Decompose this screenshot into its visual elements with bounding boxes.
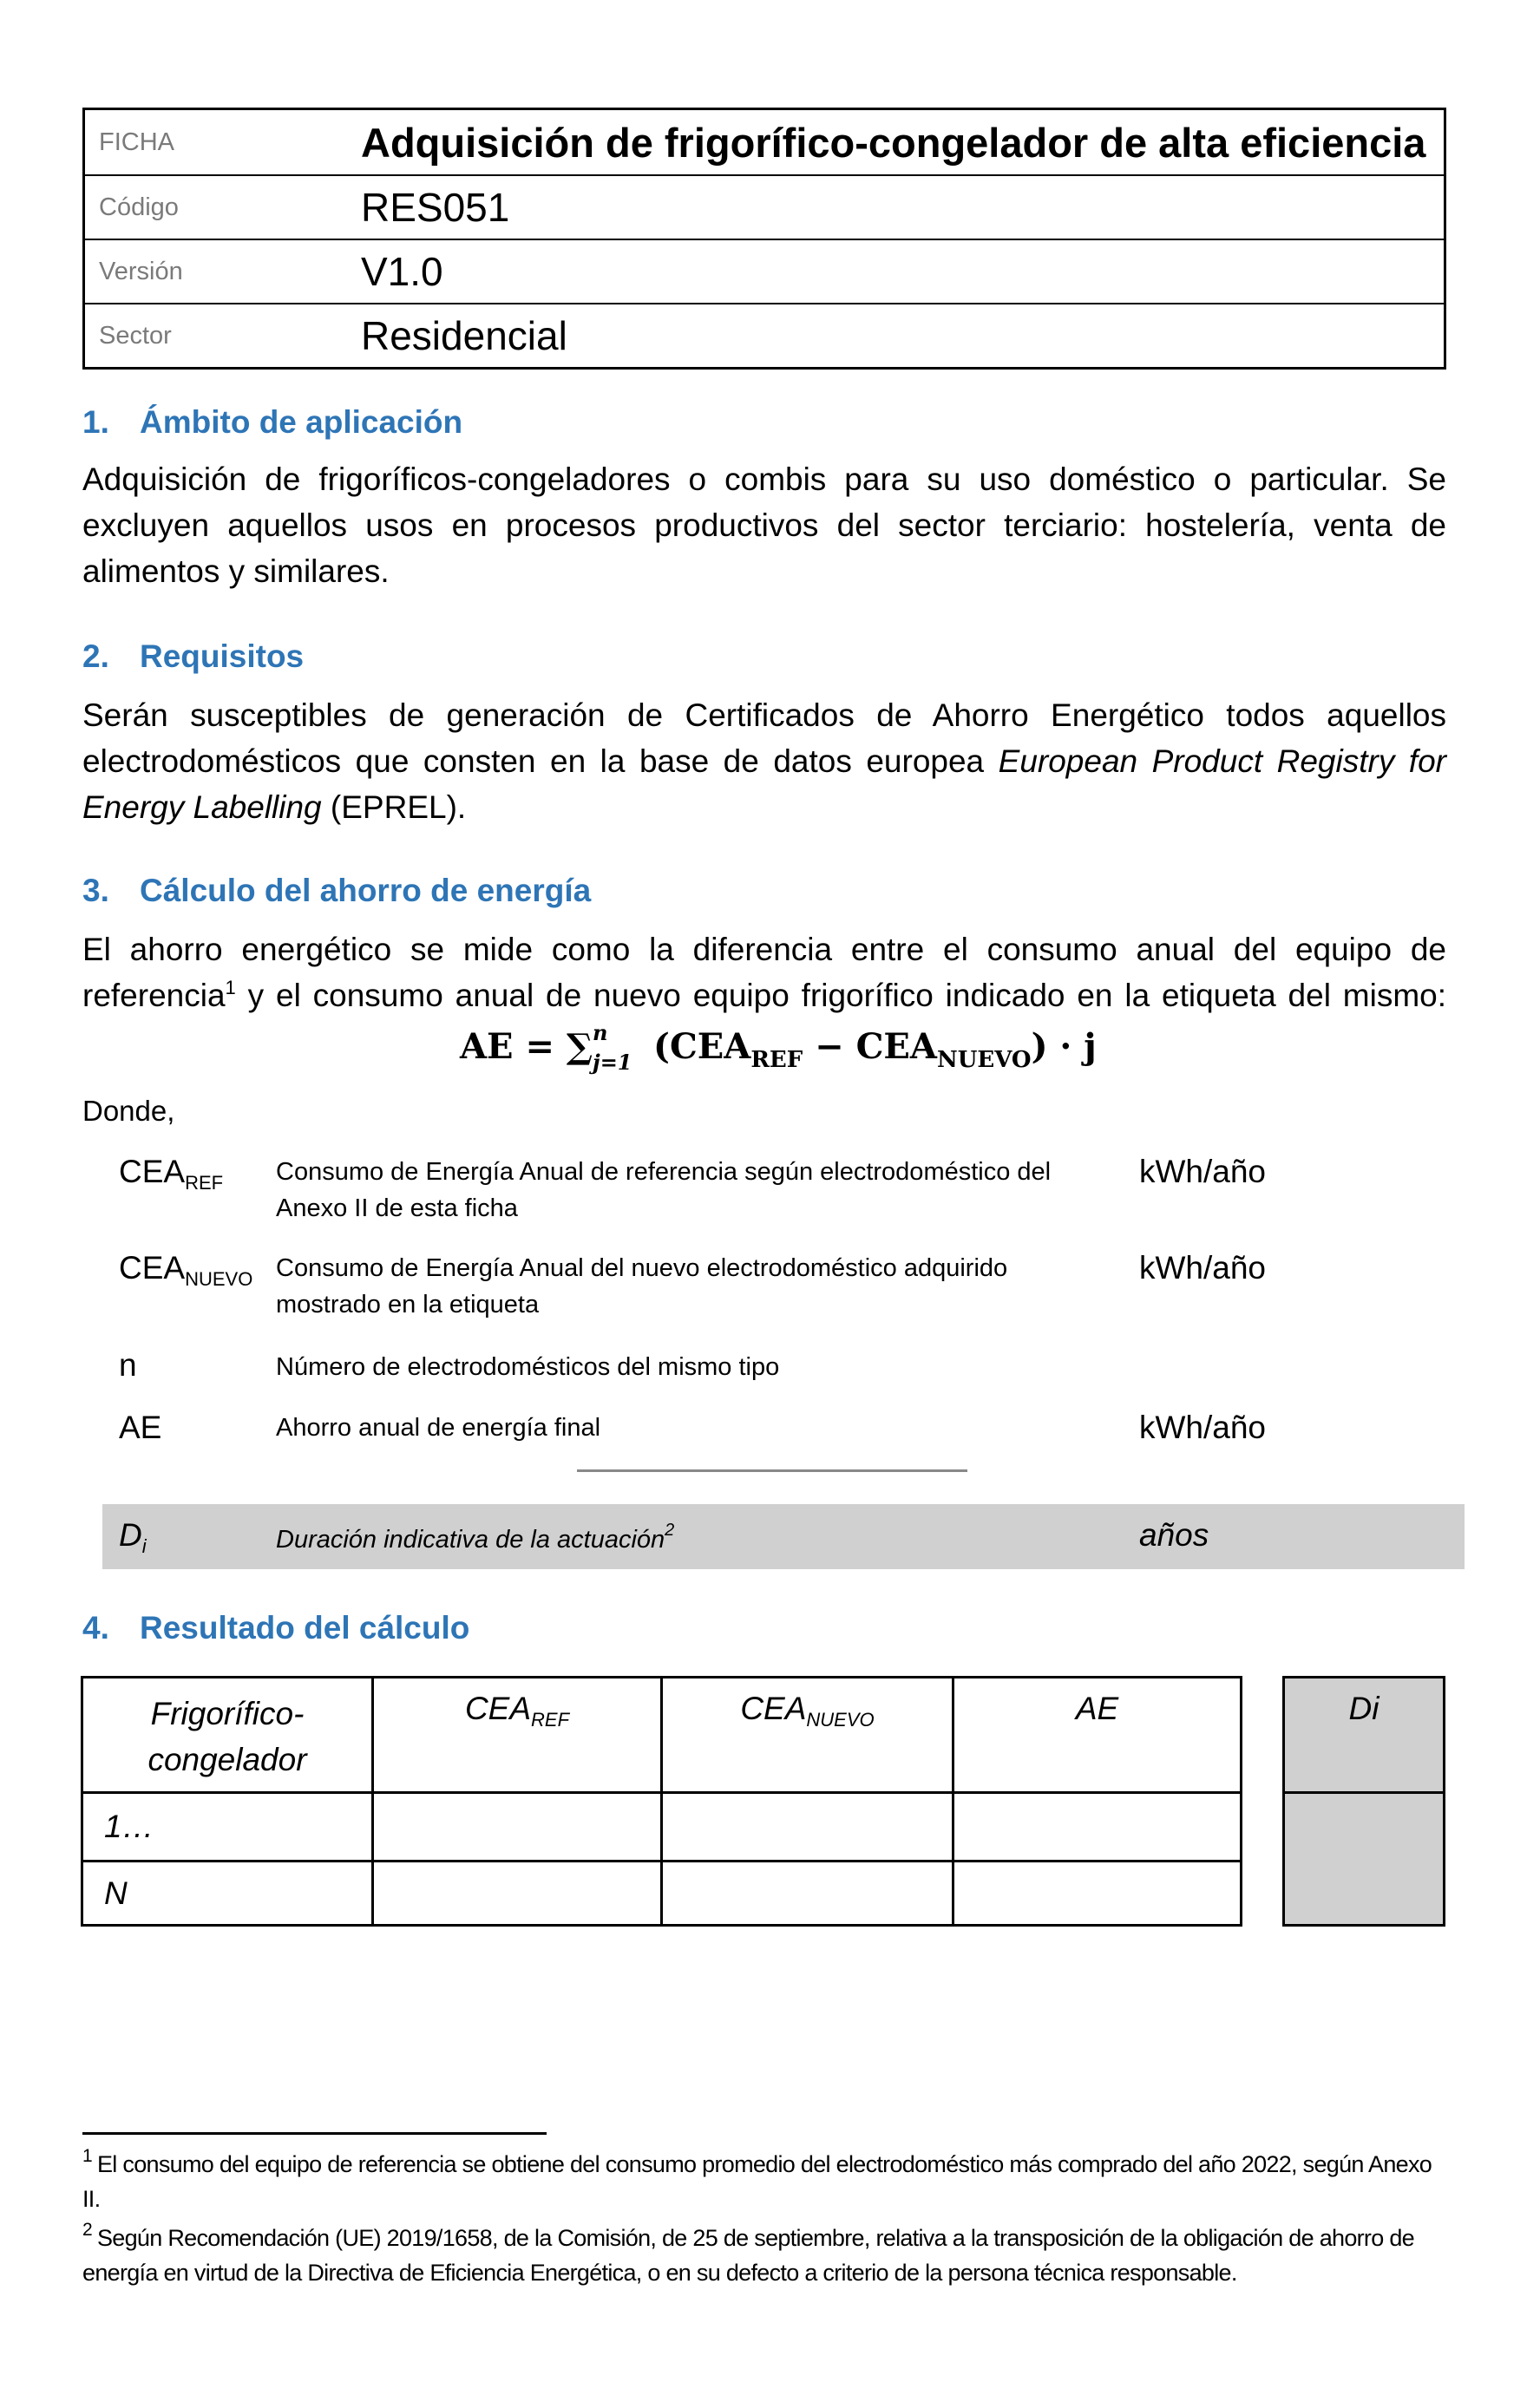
table-cell[interactable]	[373, 1862, 662, 1926]
di-value-cell[interactable]	[1284, 1793, 1445, 1926]
paragraph-line: Adquisición de frigoríficos-congeladores o combis para su uso doméstico o particular. Se	[82, 461, 1446, 497]
footnote-2	[82, 2221, 1453, 2290]
variable-unit: kWh/año	[1139, 1154, 1267, 1189]
footnote-number: 2	[82, 2220, 92, 2240]
section-number: 3.	[82, 873, 109, 908]
variable-description: Consumo de Energía Anual del nuevo electrodoméstico adquirido mostrado en la etiqueta	[276, 1254, 1008, 1319]
variable-description	[276, 1521, 1100, 1558]
section-number: 4.	[82, 1610, 109, 1646]
header-sub: REF	[531, 1709, 570, 1731]
sum-lower: j=1	[593, 1050, 632, 1075]
variable-symbol	[119, 1154, 223, 1194]
paragraph-text: electrodomésticos que consten en la base de datos europea	[82, 743, 985, 779]
formula-ae	[460, 1020, 1097, 1075]
variable-symbol	[119, 1517, 147, 1558]
sum-upper: n	[593, 1020, 608, 1045]
symbol-sub: REF	[185, 1172, 224, 1194]
variable-description: Consumo de Energía Anual de referencia según electrodoméstico del Anexo II de esta ficha	[276, 1158, 1052, 1222]
paragraph-italic-text: Energy Labelling	[82, 789, 322, 825]
formula-sub-ref: REF	[750, 1047, 803, 1073]
paragraph-line: Serán susceptibles de generación de Certificados de Ahorro Energético todos aquellos	[82, 697, 1446, 733]
formula-open: (CEA	[653, 1026, 751, 1067]
ficha-label: FICHA	[99, 128, 174, 156]
header-text: CEA	[740, 1691, 807, 1726]
row-label: N	[82, 1862, 373, 1926]
description-text: Duración indicativa de la actuación	[276, 1526, 665, 1554]
footnote-separator	[82, 2132, 547, 2135]
table-cell[interactable]	[373, 1793, 662, 1862]
section-heading-4	[82, 1610, 469, 1646]
di-table	[1282, 1676, 1445, 1927]
table-cell[interactable]	[662, 1862, 953, 1926]
ficha-row-sector	[85, 304, 1444, 367]
section-number: 1.	[82, 404, 109, 440]
paragraph-line: alimentos y similares.	[82, 553, 390, 589]
ficha-sector-value: Residencial	[361, 313, 567, 358]
ficha-version-value: V1.0	[361, 249, 443, 294]
header-sub: NUEVO	[806, 1709, 875, 1731]
ficha-label: Versión	[99, 257, 183, 285]
variable-symbol: AE	[119, 1410, 162, 1445]
sum-limits	[593, 1020, 653, 1075]
footnote-ref: 1	[225, 977, 236, 998]
section-title: Ámbito de aplicación	[140, 404, 463, 440]
table-cell[interactable]	[662, 1793, 953, 1862]
footnote-text: Según Recomendación (UE) 2019/1658, de la Comisión, de 25 de septiembre, relativa a la transposición de la obligación de ahorro de energía en virtud de la Directiva de Eficiencia Energética, o en su defecto a criterio de la persona técnica responsable.	[82, 2225, 1414, 2286]
donde-label: Donde,	[82, 1095, 175, 1127]
di-header-cell: Di	[1284, 1678, 1445, 1793]
paragraph-italic-text: European Product Registry for	[998, 743, 1446, 779]
di-value-row	[1284, 1793, 1445, 1926]
symbol-text: CEA	[119, 1154, 186, 1189]
row-label: 1…	[82, 1793, 373, 1862]
ficha-header-table	[82, 108, 1446, 370]
section-title: Resultado del cálculo	[140, 1610, 470, 1646]
variable-symbol	[119, 1250, 252, 1291]
paragraph-text: y el consumo anual de nuevo equipo frigorífico indicado en la etiqueta del mismo:	[235, 978, 1446, 1013]
formula-sub-nuevo: NUEVO	[936, 1047, 1032, 1073]
result-table	[81, 1676, 1242, 1927]
table-cell[interactable]	[953, 1793, 1242, 1862]
section-title: Cálculo del ahorro de energía	[140, 873, 592, 908]
variable-symbol: n	[119, 1347, 137, 1383]
di-header-row	[1284, 1678, 1445, 1793]
section-2-paragraph	[82, 692, 1446, 830]
header-cell-frigorifico: Frigorífico- congelador	[82, 1678, 373, 1793]
variable-di-band	[102, 1504, 1465, 1569]
symbol-sub: i	[141, 1535, 147, 1557]
formula-minus: − CEA	[803, 1026, 937, 1067]
header-text: CEA	[464, 1691, 532, 1726]
section-heading-2	[82, 638, 304, 675]
ficha-label: Sector	[99, 321, 172, 350]
section-1-paragraph	[82, 456, 1446, 594]
section-number: 2.	[82, 638, 109, 674]
paragraph-line: El ahorro energético se mide como la diferencia entre el consumo anual del equipo de	[82, 932, 1446, 967]
paragraph-line: excluyen aquellos usos en procesos productivos del sector terciario: hostelería, venta de	[82, 507, 1446, 543]
header-cell-cea-nuevo	[662, 1678, 953, 1793]
ficha-label: Código	[99, 193, 179, 221]
separator-line	[577, 1469, 967, 1472]
paragraph-line	[82, 738, 1446, 784]
ficha-title: Adquisición de frigorífico-congelador de alta eficiencia	[361, 119, 1426, 166]
ficha-row-version	[85, 240, 1444, 304]
paragraph-text: referencia	[82, 978, 226, 1013]
ficha-row-codigo	[85, 176, 1444, 240]
variable-unit: kWh/año	[1139, 1250, 1267, 1286]
paragraph-line	[82, 784, 1446, 830]
result-table-header-row	[82, 1678, 1242, 1793]
section-heading-3	[82, 873, 591, 909]
symbol-text: CEA	[119, 1250, 186, 1286]
section-title: Requisitos	[140, 638, 305, 674]
table-cell[interactable]	[953, 1862, 1242, 1926]
ficha-row-title	[85, 110, 1444, 176]
header-cell-cea-ref	[373, 1678, 662, 1793]
footnote-number: 1	[82, 2146, 92, 2166]
variable-description: Número de electrodomésticos del mismo tipo	[276, 1353, 780, 1381]
variable-description: Ahorro anual de energía final	[276, 1414, 601, 1442]
footnote-text: El consumo del equipo de referencia se obtiene del consumo promedio del electrodoméstico más comprado del año 2022, según Anexo II.	[82, 2151, 1432, 2212]
header-cell-ae: AE	[953, 1678, 1242, 1793]
table-row	[82, 1862, 1242, 1926]
section-3-paragraph	[82, 926, 1446, 1018]
footnote-1	[82, 2147, 1453, 2216]
formula-close: ) · j	[1031, 1026, 1097, 1067]
table-row	[82, 1793, 1242, 1862]
footnote-ref: 2	[665, 1521, 675, 1540]
symbol-sub: NUEVO	[185, 1268, 253, 1290]
variable-unit: kWh/año	[1139, 1410, 1267, 1445]
paragraph-text: (EPREL).	[330, 789, 467, 825]
paragraph-line	[82, 972, 1446, 1018]
variable-unit: años	[1139, 1517, 1209, 1553]
symbol-text: D	[119, 1517, 142, 1553]
ficha-codigo-value: RES051	[361, 185, 510, 230]
formula-lhs: AE = ∑	[460, 1026, 593, 1067]
section-heading-1	[82, 404, 462, 441]
